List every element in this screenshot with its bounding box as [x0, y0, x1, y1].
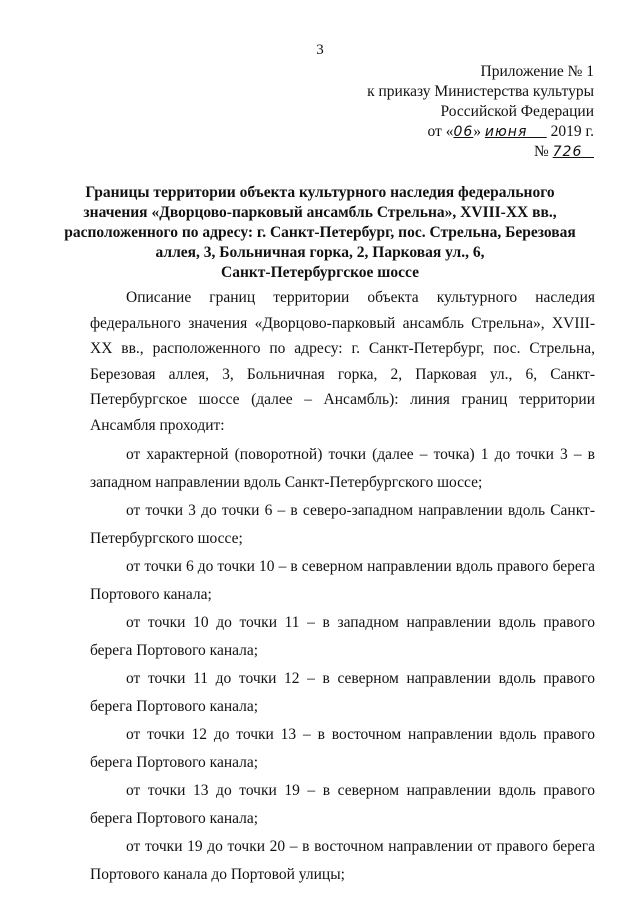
boundary-item: от точки 13 до точки 19 – в северном направлении вдоль правого берега Портового канала;: [90, 781, 595, 827]
number-prefix: №: [533, 143, 549, 160]
date-year: 2019 г.: [550, 123, 594, 140]
appendix-number-line: [367, 142, 594, 162]
boundary-list: [90, 441, 595, 889]
boundary-item: от характерной (поворотной) точки (далее – точка) 1 до точки 3 – в западном направлении вдоль Санкт-Петербургского шоссе;: [90, 445, 595, 491]
appendix-order-ref: к приказу Министерства культуры: [367, 83, 594, 100]
order-number-handwritten: 726: [552, 144, 583, 160]
boundary-item: от точки 3 до точки 6 – в северо-западном направлении вдоль Санкт-Петербургского шоссе;: [90, 501, 595, 547]
appendix-date-line: [367, 122, 594, 142]
title-line-4: аллея, 3, Больничная горка, 2, Парковая ул., 6,: [155, 244, 485, 261]
boundary-item: от точки 11 до точки 12 – в северном направлении вдоль правого берега Портового канала;: [90, 669, 595, 715]
document-body: [90, 285, 595, 889]
number-underline-gap: [582, 143, 594, 160]
date-day-handwritten: 06: [453, 124, 474, 140]
boundary-item: от точки 12 до точки 13 – в восточном направлении вдоль правого берега Портового канала;: [90, 725, 595, 771]
appendix-header: [367, 62, 594, 162]
title-line-5: Санкт-Петербургское шоссе: [221, 264, 419, 281]
document-title: [60, 183, 580, 283]
date-mid: »: [473, 123, 482, 140]
boundary-item: от точки 10 до точки 11 – в западном направлении вдоль правого берега Портового канала;: [90, 613, 595, 659]
appendix-ministry: Российской Федерации: [440, 103, 594, 120]
appendix-title: Приложение № 1: [480, 63, 594, 80]
page-number: 3: [316, 42, 324, 58]
date-month-handwritten: июня: [484, 124, 528, 140]
boundary-item: от точки 6 до точки 10 – в северном направлении вдоль правого берега Портового канала;: [90, 557, 595, 603]
boundary-item: от точки 19 до точки 20 – в восточном направлении от правого берега Портового канала до Портовой улицы;: [90, 837, 595, 883]
title-line-2: значения «Дворцово-парковый ансамбль Стрельна», XVIII-XX вв.,: [83, 204, 557, 221]
date-underline-gap: [527, 123, 546, 140]
title-line-1: Границы территории объекта культурного наследия федерального: [85, 184, 555, 201]
intro-paragraph: Описание границ территории объекта культурного наследия федерального значения «Дворцово-парковый ансамбль Стрельна», XVIII-XX вв., расположенного по адресу: г. Санкт-Петербург, пос. Стрельна, Березовая аллея, 3, Больничная горка, 2, Парковая ул., 6, Санкт-Петербургское шоссе (далее – Ансамбль): линия границ территории Ансамбля проходит:: [90, 289, 595, 434]
title-line-3: расположенного по адресу: г. Санкт-Петербург, пос. Стрельна, Березовая: [64, 224, 576, 241]
date-prefix: от «: [427, 123, 454, 140]
